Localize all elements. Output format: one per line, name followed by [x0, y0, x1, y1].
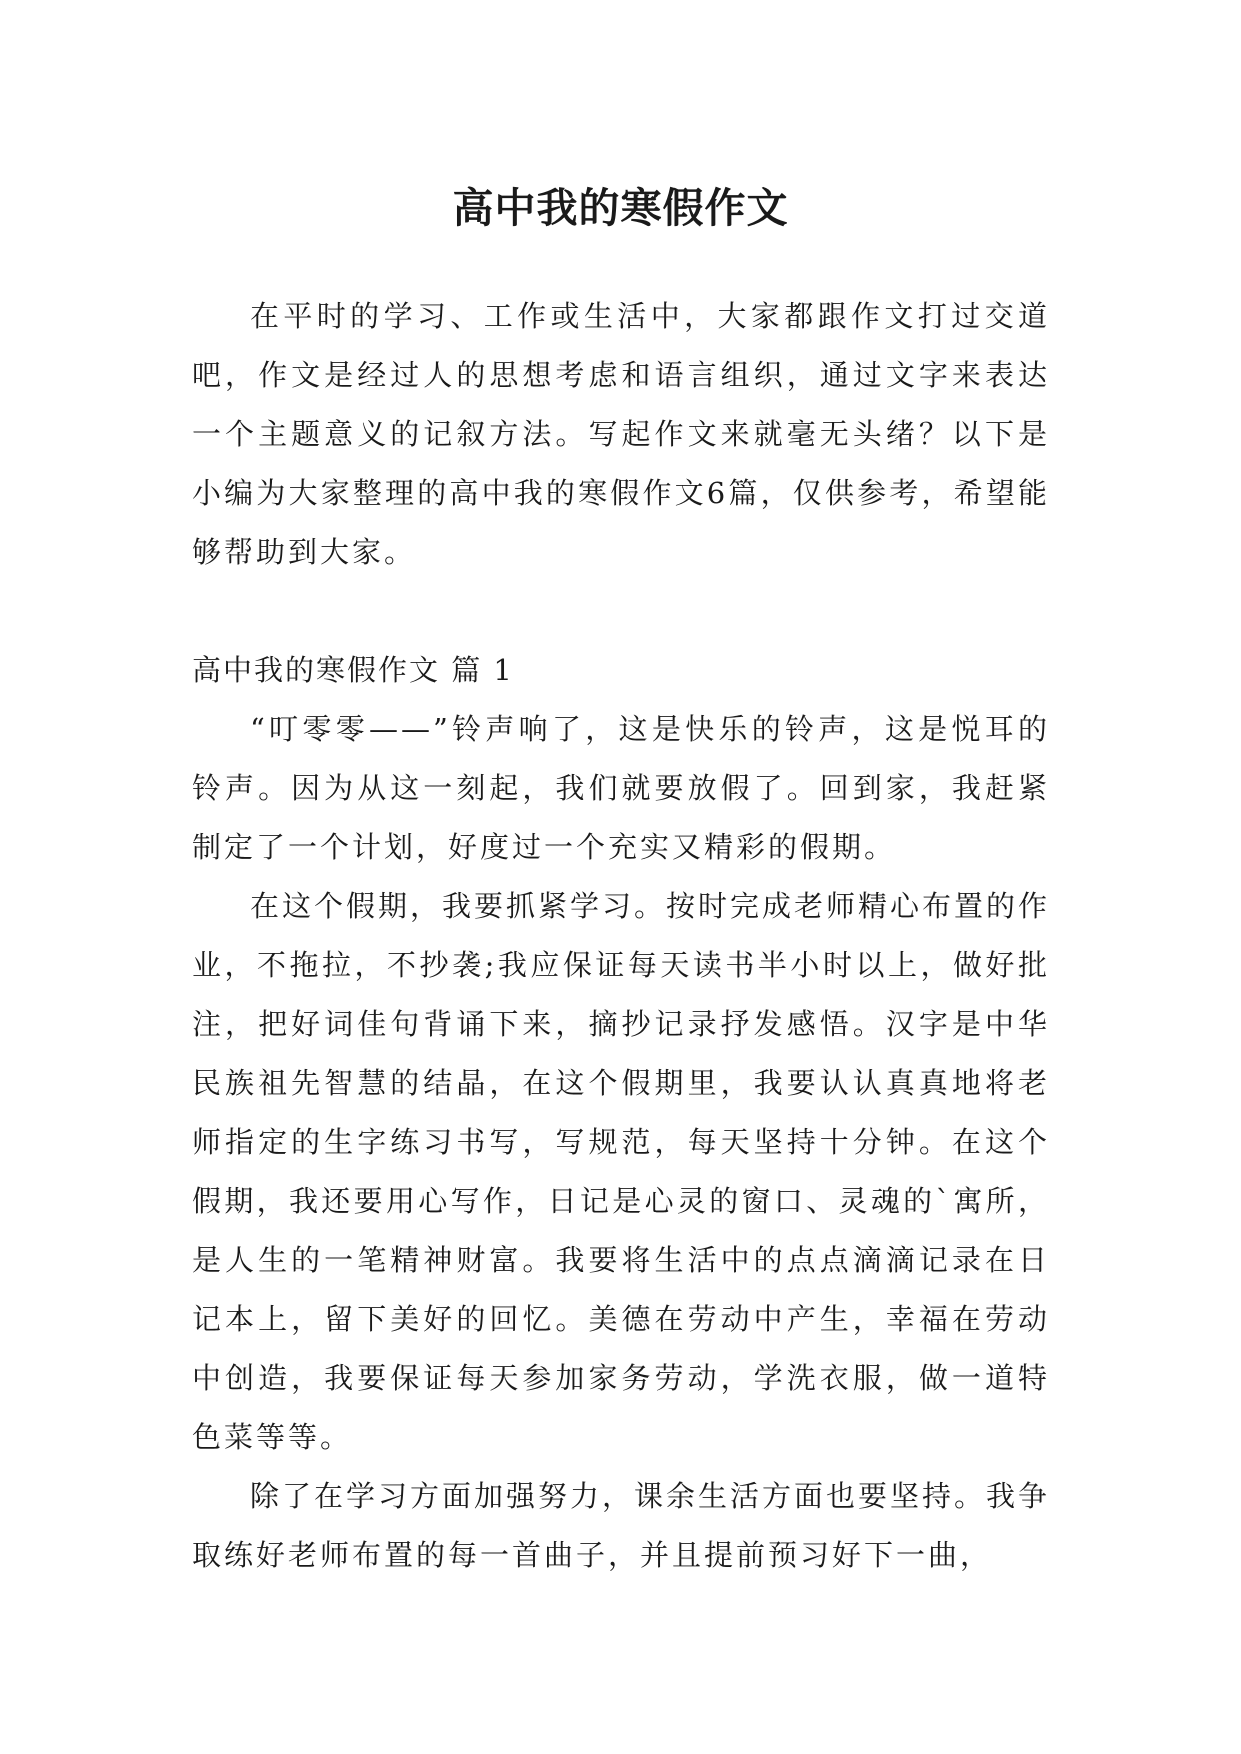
body-paragraph-2: 在这个假期，我要抓紧学习。按时完成老师精心布置的作业，不拖拉，不抄袭;我应保证每天读书半小时以上，做好批注，把好词佳句背诵下来，摘抄记录抒发感悟。汉字是中华民族祖先智慧的结晶，在这个假期里，我要认认真真地将老师指定的生字练习书写，写规范，每天坚持十分钟。在这个假期，我还要用心写作，日记是心灵的窗口、灵魂的`寓所，是人生的一笔精神财富。我要将生活中的点点滴滴记录在日记本上，留下美好的回忆。美德在劳动中产生，幸福在劳动中创造，我要保证每天参加家务劳动，学洗衣服，做一道特色菜等等。: [192, 889, 1051, 1454]
body-paragraph-3: 除了在学习方面加强努力，课余生活方面也要坚持。我争取练好老师布置的每一首曲子，并且提前预习好下一曲，: [192, 1479, 1051, 1572]
document-title: 高中我的寒假作文: [452, 184, 789, 233]
intro-paragraph: 在平时的学习、工作或生活中，大家都跟作文打过交道吧，作文是经过人的思想考虑和语言组织，通过文字来表达一个主题意义的记叙方法。写起作文来就毫无头绪？以下是小编为大家整理的高中我的寒假作文6篇，仅供参考，希望能够帮助到大家。: [192, 299, 1050, 569]
document-body: [192, 287, 1050, 1585]
body-paragraph-1: “叮零零——”铃声响了，这是快乐的铃声，这是悦耳的铃声。因为从这一刻起，我们就要放假了。回到家，我赶紧制定了一个计划，好度过一个充实又精彩的假期。: [192, 712, 1050, 864]
section-heading: 高中我的寒假作文 篇 1: [192, 653, 514, 687]
